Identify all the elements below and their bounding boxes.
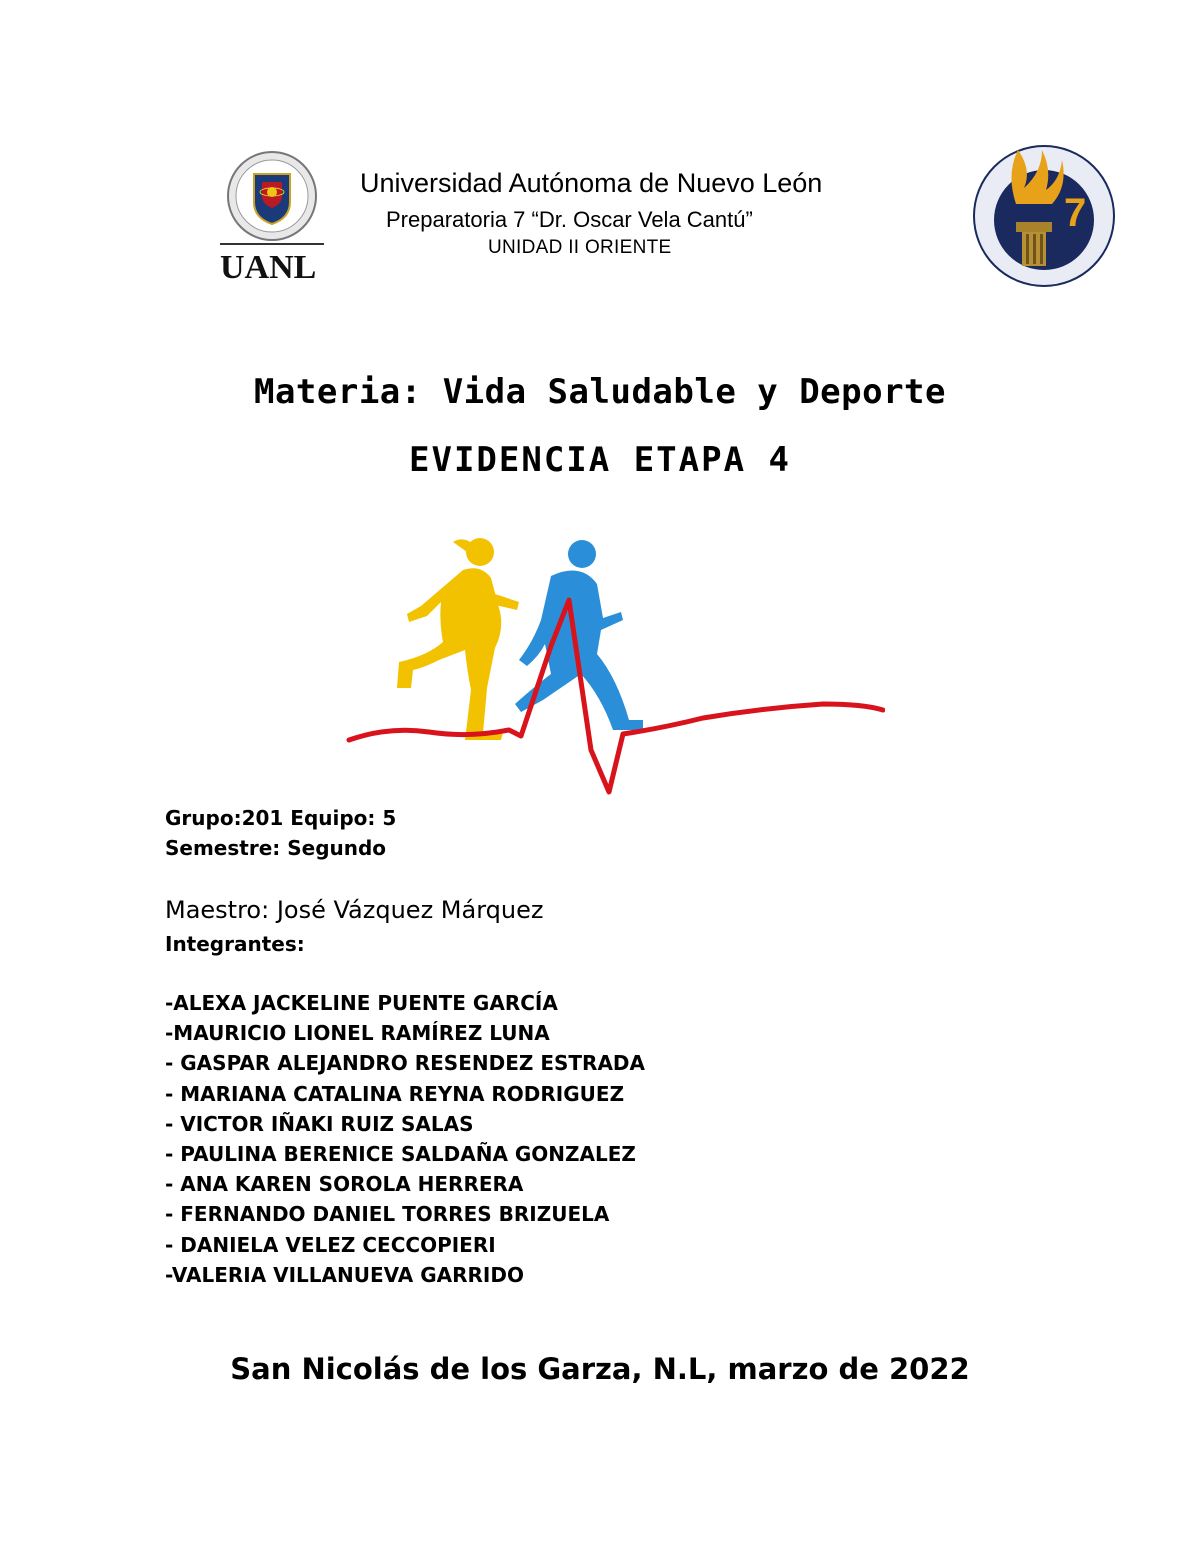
member-item: - FERNANDO DANIEL TORRES BRIZUELA: [165, 1202, 610, 1227]
runners-heartbeat-illustration: [345, 530, 885, 800]
member-item: - ANA KAREN SOROLA HERRERA: [165, 1172, 524, 1197]
evidence-title: EVIDENCIA ETAPA 4: [409, 440, 791, 480]
prepa7-logo-number: 7: [1064, 191, 1087, 235]
university-name: Universidad Autónoma de Nuevo León: [360, 168, 823, 198]
member-item: -VALERIA VILLANUEVA GARRIDO: [165, 1262, 524, 1287]
group-team-line: Grupo:201 Equipo: 5: [165, 806, 397, 830]
member-item: - PAULINA BERENICE SALDAÑA GONZALEZ: [165, 1141, 636, 1166]
school-name: Preparatoria 7 “Dr. Oscar Vela Cantú”: [386, 207, 753, 232]
semester-line: Semestre: Segundo: [165, 836, 387, 860]
place-date-footer: San Nicolás de los Garza, N.L, marzo de 2022: [230, 1352, 970, 1386]
prepa7-logo: [968, 140, 1120, 290]
member-item: - MARIANA CATALINA REYNA RODRIGUEZ: [165, 1081, 625, 1106]
member-item: -MAURICIO LIONEL RAMÍREZ LUNA: [165, 1021, 550, 1046]
unit-name: UNIDAD II ORIENTE: [488, 237, 672, 258]
member-item: - DANIELA VELEZ CECCOPIERI: [165, 1232, 496, 1257]
yellow-runner-figure: [397, 538, 519, 740]
member-item: -ALEXA JACKELINE PUENTE GARCÍA: [165, 991, 558, 1015]
members-heading: Integrantes:: [165, 932, 305, 956]
uanl-logo-text: UANL: [220, 249, 317, 286]
uanl-logo: [218, 150, 330, 290]
subject-title: Materia: Vida Saludable y Deporte: [253, 372, 946, 412]
member-item: - GASPAR ALEJANDRO RESENDEZ ESTRADA: [165, 1051, 645, 1076]
members-list: [165, 988, 645, 1290]
member-item: - VICTOR IÑAKI RUIZ SALAS: [165, 1111, 474, 1136]
teacher-line: Maestro: José Vázquez Márquez: [165, 896, 544, 924]
